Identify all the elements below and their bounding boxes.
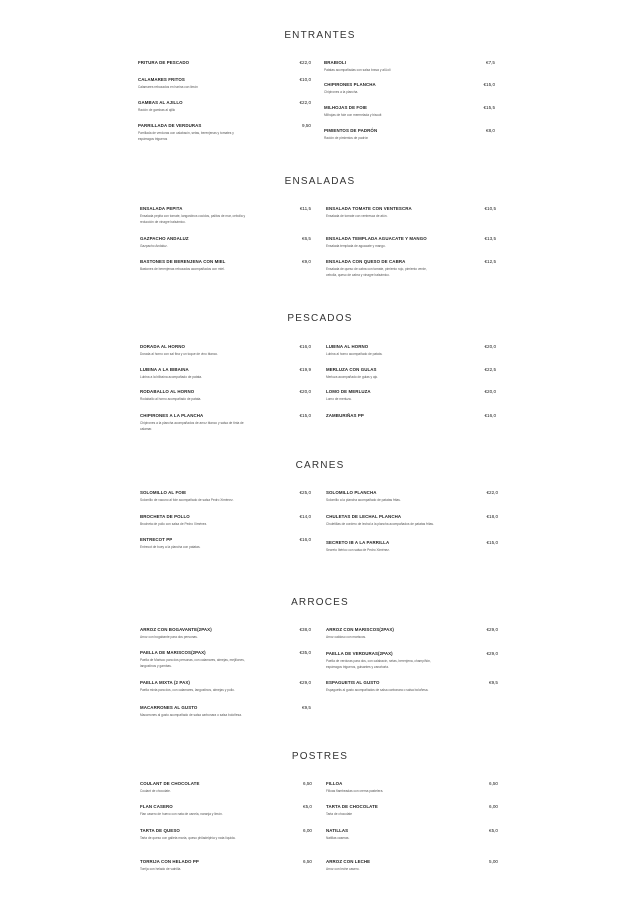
item-name: BRABIOLI (324, 60, 347, 65)
item-price: 6,50 (489, 781, 498, 786)
menu-section (0, 597, 640, 737)
item-name: CALAMARES FRITOS (138, 77, 185, 82)
item-price: €9,5 (302, 705, 311, 710)
item-name: PARRILLADA DE VERDURAS (138, 123, 202, 128)
menu-section (0, 751, 640, 891)
item-name: ENSALADA TOMATE CON VENTESCRA (326, 206, 412, 211)
item-name: PAELLA DE VERDURAS(2PAX) (326, 651, 393, 656)
menu-section (0, 460, 640, 600)
item-name: PIMIENTOS DE PADRÓN (324, 128, 378, 133)
item-price: €8,0 (486, 128, 495, 133)
item-description: Arroz con bogabante para dos personas. (140, 635, 198, 639)
item-name: GAZPACHO ANDALUZ (140, 236, 189, 241)
item-price: €15,0 (486, 540, 498, 545)
item-description: Lubina al horno acompañado de patata. (326, 352, 383, 356)
item-name: CHIPIRONES A LA PLANCHA (140, 413, 204, 418)
item-price: €25,0 (299, 490, 311, 495)
item-price: €29,0 (299, 680, 311, 685)
item-price: €16,0 (299, 537, 311, 542)
item-name: ARROZ CON LECHE (326, 859, 371, 864)
item-price: 6,00 (303, 828, 312, 833)
item-name: FRITURA DE PESCADO (138, 60, 190, 65)
left-column (140, 490, 311, 590)
item-description: Dorada al horno con sal fina y un toque de vino blanco. (140, 352, 218, 356)
item-price: €19,9 (299, 367, 311, 372)
item-price: €14,0 (299, 514, 311, 519)
item-name: BROCHETA DE POLLO (140, 514, 190, 519)
item-name: SOLOMILLO PLANCHA (326, 490, 377, 495)
item-description: Chipirones a la plancha. (324, 90, 359, 94)
item-name: TARTA DE CHOCOLATE (326, 804, 378, 809)
item-name: COULANT DE CHOCOLATE (140, 781, 200, 786)
section-title: ARROCES (291, 597, 349, 608)
left-column (140, 206, 311, 306)
item-price: 6,00 (489, 804, 498, 809)
item-name: MACARRONES AL GUSTO (140, 705, 198, 710)
item-description: Paella de Marisco para dos personas, con calamares, almejas, mejillones, langostinos y gambas. (140, 658, 245, 668)
item-name: LUBINA AL HORNO (326, 344, 369, 349)
item-description: Torrija con helado de vainilla. (140, 867, 182, 871)
item-description: Coulant de chocolate. (140, 789, 171, 793)
item-description: Natillas caseras. (326, 836, 350, 840)
item-price: €6,5 (302, 236, 311, 241)
item-name: SOLOMILLO AL FOIE (140, 490, 187, 495)
item-price: €11,5 (299, 206, 311, 211)
item-description: Ensalada templada de aguacate y mango. (326, 244, 386, 248)
item-name: ENSALADA PEPITA (140, 206, 183, 211)
item-name: DORADA AL HORNO (140, 344, 185, 349)
section-title: ENTRANTES (284, 30, 356, 41)
section-title: ENSALADAS (284, 176, 356, 187)
item-name: ARROZ CON MARISCOS(2PAX) (326, 627, 394, 632)
item-price: 6,50 (303, 859, 312, 864)
item-price: €13,5 (484, 236, 496, 241)
item-description: Flan casero de huevo con nata de canela, naranja y limón. (140, 812, 223, 816)
item-description: Solomillo a la plancha acompañado de patatas fritas. (326, 498, 401, 502)
item-description: Lubina a la bilbaína acompañado de patata. (140, 375, 203, 379)
item-name: LOMO DE MERLUZA (326, 389, 371, 394)
item-name: MERLUZA CON GULAS (326, 367, 377, 372)
item-description: Merluza acompañado de gulas y ajo. (326, 375, 379, 379)
item-description: Chipirones a la plancha acompañados de arroz blanco y salsa de tinta de calamar. (140, 421, 244, 431)
menu-section (0, 176, 640, 316)
item-price: €5,0 (303, 804, 312, 809)
item-name: LUBINA A LA BIBAINA (140, 367, 189, 372)
left-column (140, 627, 311, 727)
item-name: SECRETO IB A LA PARRILLA (326, 540, 390, 545)
item-description: Chuletillas de cordero de lechal a la plancha acompañados de patatas fritas. (326, 522, 434, 526)
item-description: Ensalada pepita con tomate, langostinos cocidos, palitos de mar, cebolla y reducción de vinagre balsámico. (140, 214, 246, 224)
item-price: €9,5 (489, 680, 498, 685)
item-price: €16,0 (484, 413, 496, 418)
item-price: €20,0 (484, 344, 496, 349)
item-name: ENTRECOT PP (140, 537, 173, 542)
item-price: €22,0 (299, 100, 311, 105)
item-description: Arroz con leche casero. (326, 867, 360, 871)
right-column (326, 206, 496, 306)
item-name: ARROZ CON BOGAVANTE(2PAX) (140, 627, 212, 632)
section-title: CARNES (295, 460, 345, 471)
menu-section (0, 30, 640, 170)
item-price: €20,0 (299, 389, 311, 394)
item-description: Secreto Ibérico con salsa de Pedro Ximénez. (326, 548, 390, 552)
item-price: 6,50 (303, 781, 312, 786)
menu-section (0, 313, 640, 453)
item-name: MILHOJAS DE FOIE (324, 105, 368, 110)
item-price: €16,0 (299, 344, 311, 349)
item-description: Rodaballo al horno acompañado de patata. (140, 397, 202, 401)
item-description: Calamares rebozados en harina con limón (138, 85, 198, 89)
left-column (140, 781, 312, 881)
item-price: €10,0 (299, 77, 311, 82)
item-price: €15,0 (299, 413, 311, 418)
item-description: Filloas flambeadas con crema pastelera. (326, 789, 384, 793)
item-description: Patatas acompañadas con salsa brava y all-ioli (324, 68, 391, 72)
item-price: €29,0 (486, 627, 498, 632)
item-name: ENSALADA TEMPLADA AGUACATE Y MANGO (326, 236, 427, 241)
item-price: €9,0 (302, 259, 311, 264)
item-price: €22,0 (299, 60, 311, 65)
item-name: CHIPIRONES PLANCHA (324, 82, 376, 87)
item-price: €35,0 (299, 650, 311, 655)
item-description: Tarta de chocolate (326, 812, 353, 816)
item-price: €7,5 (486, 60, 495, 65)
item-description: Ensalada de tomate con ventresca de atún. (326, 214, 388, 218)
item-description: Gazpacho Andaluz. (140, 244, 168, 248)
item-name: FLAN CASERO (140, 804, 173, 809)
item-description: Solomillo de vacuno al foie acompañado de salsa Pedro Ximénez. (140, 498, 234, 502)
item-name: NATILLAS (326, 828, 349, 833)
right-column (324, 60, 495, 160)
item-price: €12,5 (484, 259, 496, 264)
item-name: BASTONES DE BERENJENA CON MIEL (140, 259, 226, 264)
item-price: €29,0 (486, 651, 498, 656)
right-column (326, 490, 498, 590)
item-description: Ración de gambas al ajillo (138, 108, 176, 112)
item-description: Macarrones al gusto acompañado de salsa carbonara o salsa boloñesa. (140, 713, 242, 717)
item-description: Bastones de berenjenas rebozados acompañados con miel. (140, 267, 225, 271)
item-name: TARTA DE QUESO (140, 828, 180, 833)
item-price: €5,0 (489, 828, 498, 833)
item-description: Paella de verduras para dos, con calabacín, setas, berenjena, champiñón, espárragos trigueros, guisantes y zanahoria. (326, 659, 431, 669)
item-description: Lomo de merluza. (326, 397, 352, 401)
item-name: ZAMBURIÑAS PP (326, 413, 364, 418)
item-description: Ensalada de queso de cabra con tomate, pimiento rojo, pimiento verde, cebolla, queso de cabra y vinagre balsámico. (326, 267, 427, 277)
left-column (138, 60, 311, 160)
item-price: 5,00 (489, 859, 498, 864)
item-description: Espaguetis al gusto acompañados de salsa carbonara o salsa boloñesa. (326, 688, 429, 692)
item-description: Ración de pimientos de padrón (324, 136, 369, 140)
item-price: €10,5 (484, 206, 496, 211)
item-name: ENSALADA CON QUESO DE CABRA (326, 259, 406, 264)
item-price: €38,0 (299, 627, 311, 632)
item-name: RODABALLO AL HORNO (140, 389, 195, 394)
item-description: Parrillada de verduras con calabacín, setas, berenjenas y tomates y espárragos trigueros (138, 131, 234, 141)
item-name: TORRIJA CON HELADO PP (140, 859, 199, 864)
item-name: PAELLA DE MARISCOS(2PAX) (140, 650, 206, 655)
item-description: Paella mixta para dos, con calamares, langostinos, almejas y pollo. (140, 688, 235, 692)
section-title: POSTRES (291, 751, 349, 762)
left-column (140, 344, 311, 444)
item-price: €15,0 (483, 82, 495, 87)
item-description: Milhojas de foie con mermelada y biscuit (324, 113, 382, 117)
item-name: FILLOA (326, 781, 343, 786)
item-price: €20,0 (484, 389, 496, 394)
section-title: PESCADOS (287, 313, 353, 324)
item-name: PAELLA MIXTA (2 PAX) (140, 680, 190, 685)
item-description: Arroz caldoso con mariscos. (326, 635, 367, 639)
item-name: ESPAGUETIS AL GUSTO (326, 680, 380, 685)
right-column (326, 781, 498, 881)
item-name: CHULETAS DE LECHAL PLANCHA (326, 514, 402, 519)
item-description: Tarta de queso con galleta maría, queso philadelphia y nata líquida. (140, 836, 236, 840)
right-column (326, 627, 498, 727)
item-price: €22,0 (486, 490, 498, 495)
item-price: €18,0 (486, 514, 498, 519)
item-price: €15,5 (483, 105, 495, 110)
item-price: €22,5 (484, 367, 496, 372)
item-name: GAMBAS AL AJILLO (138, 100, 183, 105)
item-description: Brocheta de pollo con salsa de Pedro Ximénez. (140, 522, 208, 526)
item-price: 9,50 (302, 123, 311, 128)
item-description: Entrecot de buey a la plancha con patatas. (140, 545, 201, 549)
right-column (326, 344, 496, 444)
